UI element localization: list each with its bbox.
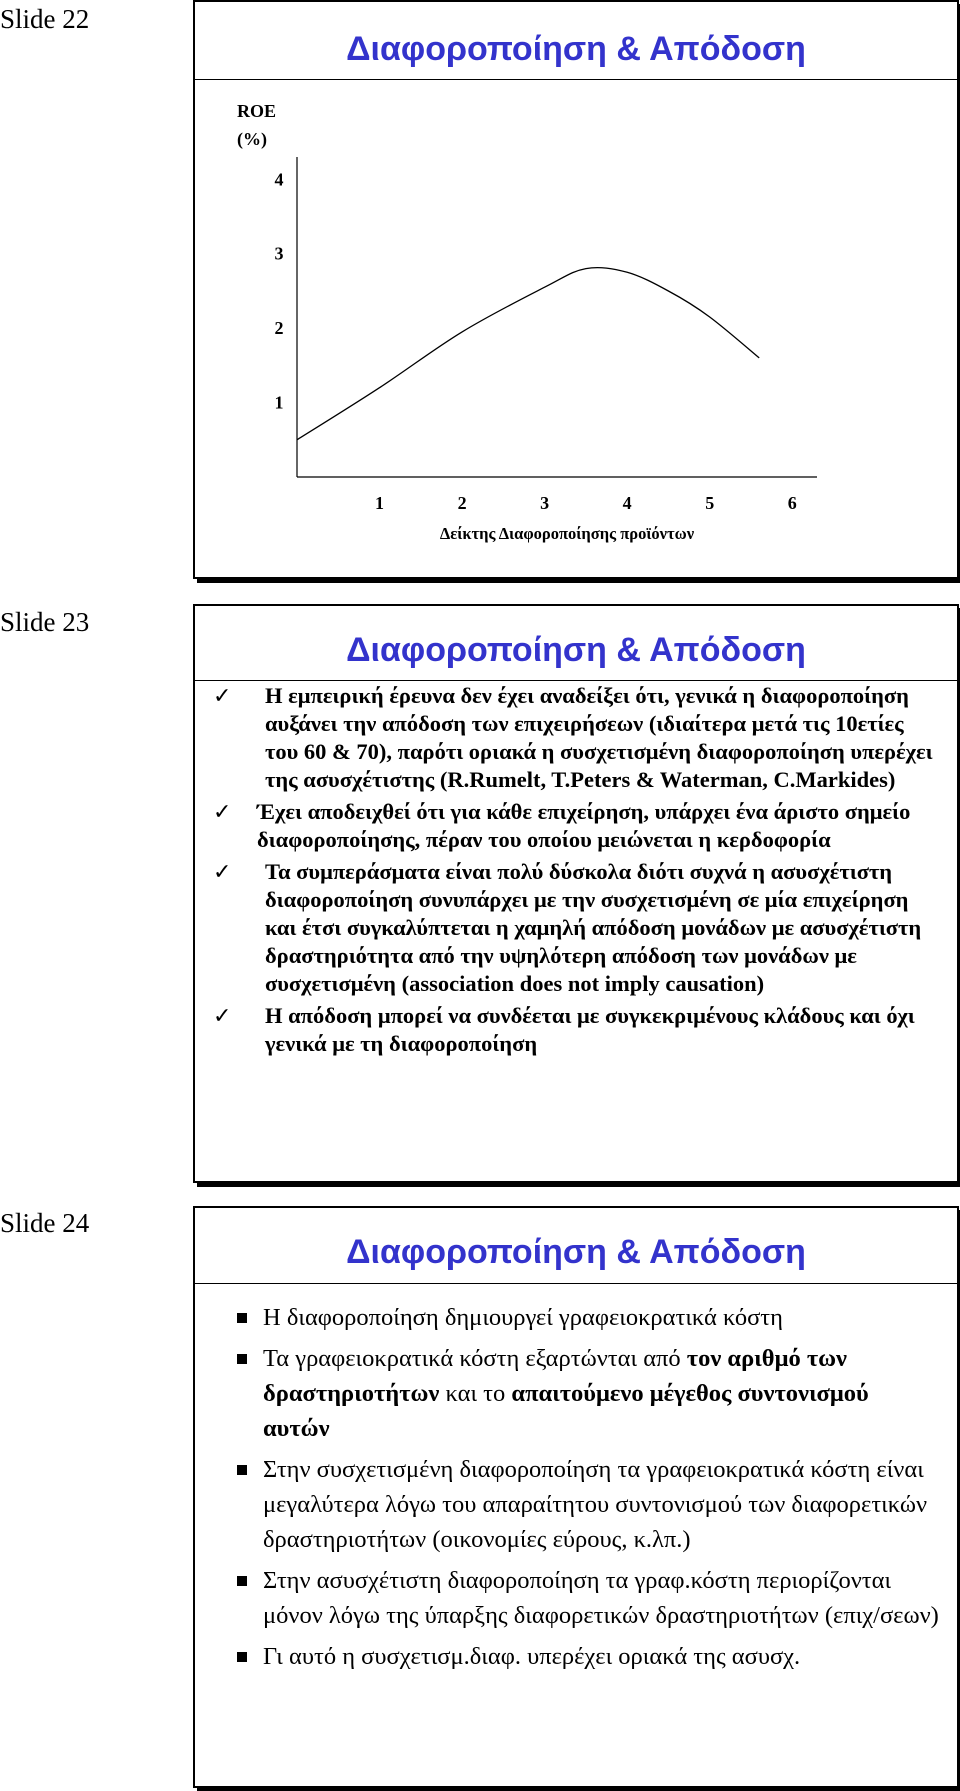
slide-24-frame xyxy=(193,1206,959,1788)
slide-22-frame xyxy=(193,0,959,579)
chart-ylabel-roe: ROE xyxy=(237,101,277,121)
check-icon: ✓ xyxy=(213,799,232,824)
chart-series-line-roe xyxy=(297,268,759,440)
slide-23-label: Slide 23 xyxy=(0,607,90,637)
chart-y-tick-label: 1 xyxy=(274,392,284,413)
slide-24-bullet xyxy=(195,1639,941,1674)
chart-y-tick-label: 4 xyxy=(274,169,284,190)
slide-24-bullet xyxy=(195,1452,941,1557)
slide-24-bullet-list xyxy=(195,1300,941,1680)
slide-24-bullet xyxy=(195,1341,941,1446)
chart-x-tick-label: 4 xyxy=(622,493,632,513)
bullet-text: Στην συσχετισμένη διαφοροποίηση τα γραφειοκρατικά κόστη είναι μεγαλύτερα λόγω του απαραίτητου συντονισμού των διαφορετικών δραστηριοτήτων (οικονομίες εύρους, κ.λπ.) xyxy=(263,1456,928,1553)
slide-23-bullet: ✓ Η εμπειρική έρευνα δεν έχει αναδείξει ότι, γενικά η διαφοροποίηση αυξάνει την απόδοση των επιχειρήσεων (ιδιαίτερα μετά τις 10ετίες του 60 & 70), παρότι οριακά η συσχετισμένη διαφοροποίηση υπερέχει της ασυσχέτιστης (R.Rumelt, T.Peters & Waterman, C.Markides) xyxy=(213,683,933,792)
slide-24-title: Διαφοροποίηση & Απόδοση xyxy=(346,1233,806,1271)
slide-23-title-rule xyxy=(195,680,957,681)
slide-23-bullet-list xyxy=(195,682,939,1062)
slide-24-bullet xyxy=(195,1563,941,1633)
check-icon: ✓ xyxy=(213,1003,232,1028)
slide-23-bullet: ✓ Τα συμπεράσματα είναι πολύ δύσκολα διότι συχνά η ασυσχέτιστη διαφοροποίηση συνυπάρχει με την συσχετισμένη σε μία επιχείρηση και έτσι συγκαλύπτεται η χαμηλή απόδοση μονάδων με ασυσχέτιστη δραστηριότητα από την υψηλότερη απόδοση των μονάδων με συσχετισμένη (association does not imply causation) xyxy=(213,859,922,996)
square-bullet-icon xyxy=(237,1652,247,1662)
bullet-text: Γι αυτό η συσχετισμ.διαφ. υπερέχει οριακά της ασυσχ. xyxy=(263,1643,801,1670)
chart-xlabel: Δείκτης Διαφοροποίησης προϊόντων xyxy=(439,524,695,543)
chart-x-tick-label: 3 xyxy=(540,493,550,513)
check-icon: ✓ xyxy=(213,859,232,884)
slide-24-label: Slide 24 xyxy=(0,1208,90,1238)
bullet-text: Τα γραφειοκρατικά κόστη εξαρτώνται από τον αριθμό των δραστηριοτήτων και το απαιτούμενο μέγεθος συντονισμού αυτών xyxy=(263,1345,869,1442)
square-bullet-icon xyxy=(237,1576,247,1586)
slide-23-bullet: ✓ Η απόδοση μπορεί να συνδέεται με συγκεκριμένους κλάδους και όχι γενικά με τη διαφοροποίηση xyxy=(213,1003,915,1056)
slide-24-bullet xyxy=(195,1300,941,1335)
chart-x-tick-label: 6 xyxy=(787,493,797,513)
chart-y-tick-label: 2 xyxy=(274,318,284,339)
square-bullet-icon xyxy=(237,1465,247,1475)
chart-ylabel-unit: (%) xyxy=(237,129,267,149)
slide-22-label: Slide 22 xyxy=(0,4,90,34)
slide-23-title: Διαφοροποίηση & Απόδοση xyxy=(346,631,806,669)
slide-23-bullet: ✓ Έχει αποδειχθεί ότι για κάθε επιχείρηση, υπάρχει ένα άριστο σημείο διαφοροποίησης, πέραν του οποίου μειώνεται η κερδοφορία xyxy=(213,799,911,852)
slide-24-title-rule xyxy=(195,1283,957,1284)
bullet-text: Η διαφοροποίηση δημιουργεί γραφειοκρατικά κόστη xyxy=(263,1304,783,1331)
square-bullet-icon xyxy=(237,1313,247,1323)
chart-x-tick-label: 2 xyxy=(457,493,467,513)
chart-x-tick-label: 5 xyxy=(705,493,715,513)
slide-22-title: Διαφοροποίηση & Απόδοση xyxy=(346,30,806,68)
chart-x-tick-label: 1 xyxy=(375,493,385,513)
chart-x-ticks xyxy=(375,493,797,513)
square-bullet-icon xyxy=(237,1354,247,1364)
check-icon: ✓ xyxy=(213,683,232,708)
bullet-text: Στην ασυσχέτιστη διαφοροποίηση τα γραφ.κόστη περιορίζονται μόνον λόγω της ύπαρξης διαφορετικών δραστηριοτήτων (επιχ/σεων) xyxy=(263,1567,939,1629)
chart-y-ticks xyxy=(275,169,284,412)
chart-y-tick-label: 3 xyxy=(274,243,284,264)
slide-23-frame xyxy=(193,604,959,1183)
roe-chart xyxy=(195,77,957,577)
